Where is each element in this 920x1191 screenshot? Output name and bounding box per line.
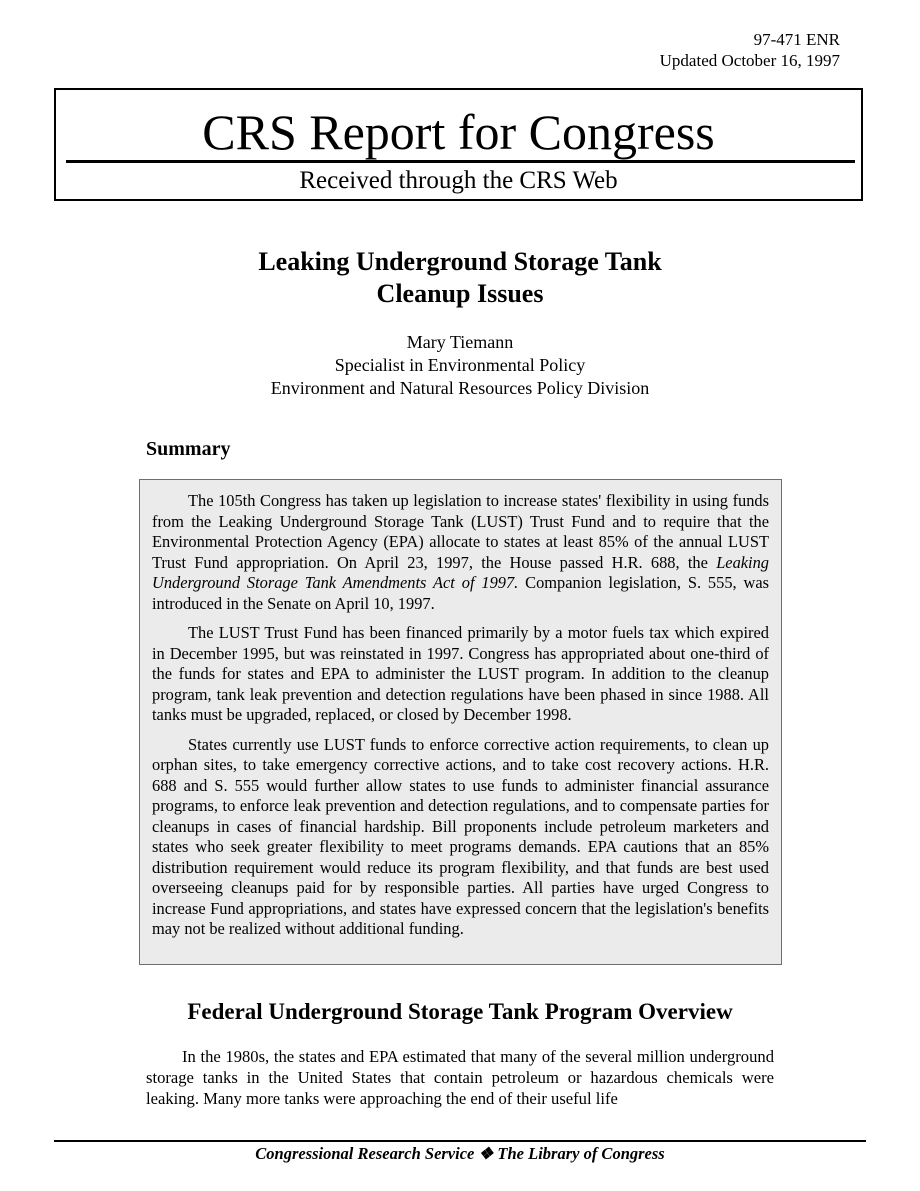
summary-paragraph-1: [152, 491, 769, 614]
banner-divider: [66, 160, 855, 163]
updated-date: Updated October 16, 1997: [659, 51, 840, 70]
summary-p1-text-end: Companion legislation, S. 555, was introduced in the Senate on April 10, 1997.: [152, 573, 770, 613]
summary-heading: Summary: [146, 438, 231, 460]
summary-paragraph-2: The LUST Trust Fund has been financed primarily by a motor fuels tax which expired in December 1995, but was reinstated in 1997. Congress has appropriated about one-third of the funds for states and EPA to administer the LUST program. In addition to the cleanup program, tank leak prevention and detection regulations have been phased in since 1988. All tanks must be upgraded, replaced, or closed by December 1998.: [152, 623, 769, 724]
overview-heading: Federal Underground Storage Tank Program Overview: [187, 999, 733, 1024]
report-header: [660, 29, 840, 71]
bill-title: Leaking Underground Storage Tank Amendments Act of 1997.: [152, 552, 769, 592]
footer-divider: [54, 1140, 866, 1142]
title-line-2: Cleanup Issues: [376, 279, 544, 308]
report-number: 97-471 ENR: [753, 30, 840, 49]
document-title: [0, 246, 920, 310]
overview-body: [146, 1046, 774, 1109]
banner-title: CRS Report for Congress: [202, 104, 715, 160]
crs-banner: [54, 88, 863, 201]
footer-text: Congressional Research Service ❖ The Library of Congress: [255, 1144, 665, 1163]
author-block: [0, 331, 920, 400]
summary-box: [139, 479, 782, 965]
author-position: Specialist in Environmental Policy: [334, 355, 586, 375]
summary-paragraph-3: States currently use LUST funds to enforce corrective action requirements, to clean up orphan sites, to take emergency corrective actions, and to take cost recovery actions. H.R. 688 and S. 555 would further allow states to use funds to administer financial assurance programs, to enforce leak prevention and detection regulations, and to compensate parties for cleanups in cases of financial hardship. Bill proponents include petroleum marketers and states who seek greater flexibility to meet programs demands. EPA cautions that an 85% distribution requirement would reduce its program flexibility, and that funds are best used overseeing cleanups paid for by responsible parties. All parties have urged Congress to increase Fund appropriations, and states have expressed concern that the legislation's benefits may not be realized without additional funding.: [152, 734, 769, 938]
banner-subtitle: Received through the CRS Web: [299, 167, 618, 194]
title-line-1: Leaking Underground Storage Tank: [258, 247, 662, 276]
overview-paragraph: In the 1980s, the states and EPA estimated that many of the several million underground storage tanks in the United States that contain petroleum or hazardous chemicals were leaking. Many more tanks were approaching the end of their useful life: [146, 1047, 774, 1108]
author-name: Mary Tiemann: [406, 332, 514, 352]
author-division: Environment and Natural Resources Policy Division: [270, 378, 650, 398]
summary-p1-text: The 105th Congress has taken up legislation to increase states' flexibility in using funds from the Leaking Underground Storage Tank (LUST) Trust Fund and to require that the Environmental Protection Agency (EPA) allocate to states at least 85% of the annual LUST Trust Fund appropriation. On April 23, 1997, the House passed H.R. 688, the: [152, 491, 769, 572]
